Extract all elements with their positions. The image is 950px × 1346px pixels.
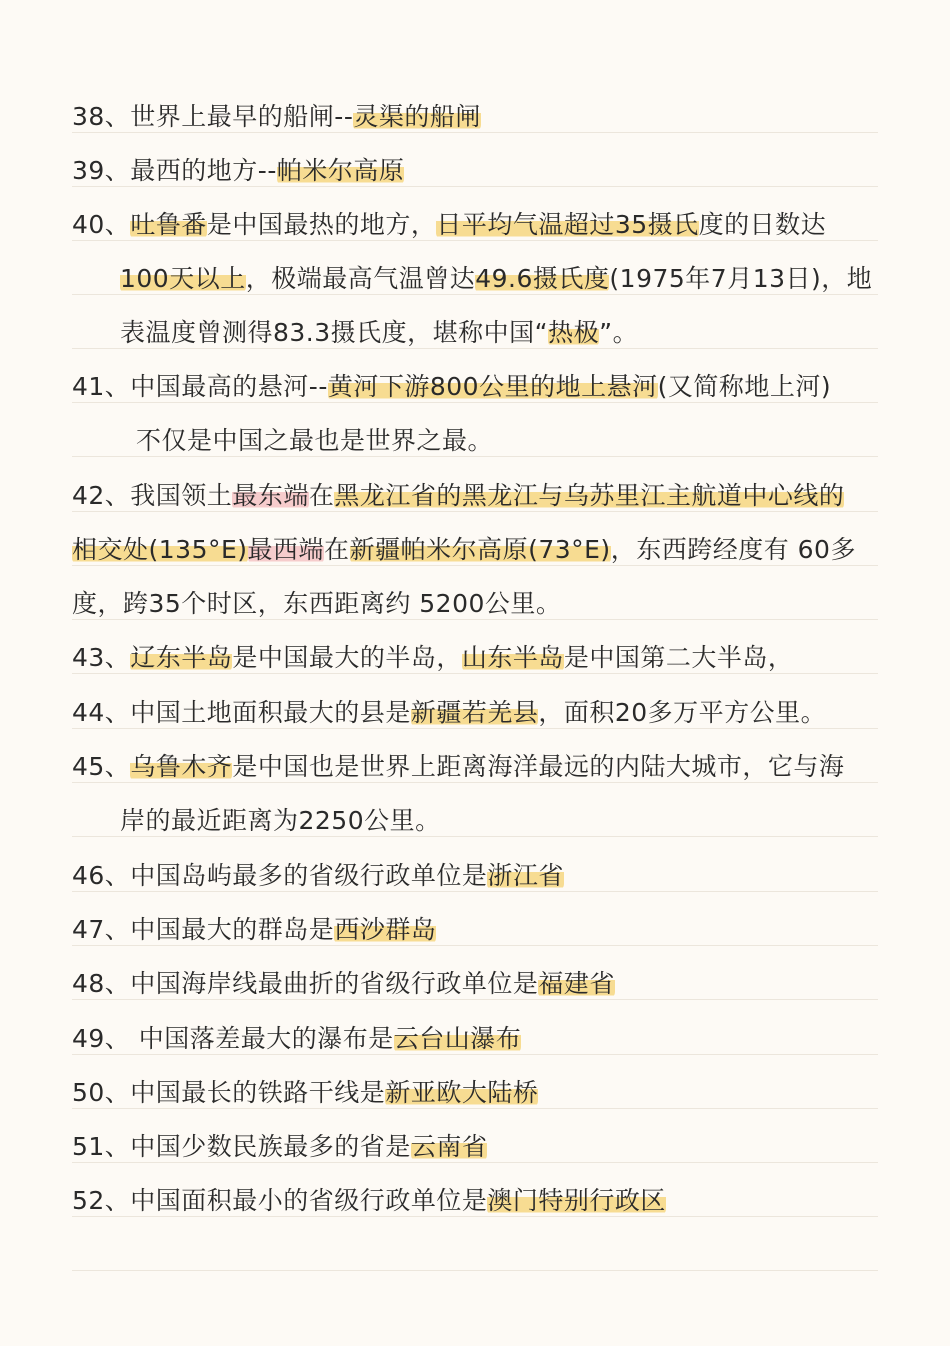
highlighted-text: 辽东半岛 xyxy=(130,643,233,672)
note-text: 度，跨35个时区，东西距离约 5200公里。 xyxy=(72,589,562,618)
note-text: 是中国最大的半岛， xyxy=(232,643,462,672)
highlighted-text: 澳门特别行政区 xyxy=(487,1186,666,1215)
note-text: 在 xyxy=(324,535,350,564)
highlighted-text: 浙江省 xyxy=(487,861,564,890)
note-text: 在 xyxy=(308,481,335,510)
note-text: 42、我国领土 xyxy=(72,481,233,510)
note-text: 51、中国少数民族最多的省是 xyxy=(72,1132,411,1161)
note-line-39 xyxy=(72,154,404,188)
note-line-42-cont xyxy=(72,533,856,567)
highlighted-text: 新疆帕米尔高原(73°E) xyxy=(349,535,611,564)
highlighted-text: 黑龙江省的黑龙江与乌苏里江主航道中心线的 xyxy=(334,481,845,510)
note-line-40-cont xyxy=(120,316,638,350)
highlighted-text: 黄河下游800公里的地上悬河 xyxy=(327,372,658,401)
note-text: 47、中国最大的群岛是 xyxy=(72,915,335,944)
highlighted-text: 热极 xyxy=(548,318,600,347)
note-text: ，极端最高气温曾达 xyxy=(245,264,476,293)
note-line-50 xyxy=(72,1076,538,1110)
note-text: 40、 xyxy=(72,210,131,239)
note-text: 是中国最热的地方， xyxy=(206,210,437,239)
note-text: 49、 中国落差最大的瀑布是 xyxy=(72,1024,394,1053)
highlighted-text: 100天以上 xyxy=(120,264,246,293)
note-text: 44、中国土地面积最大的县是 xyxy=(72,698,411,727)
note-text: 41、中国最高的悬河-- xyxy=(72,372,328,401)
note-line-43 xyxy=(72,641,793,675)
note-text: 度的日数达 xyxy=(698,210,827,239)
rule-line xyxy=(72,1270,878,1271)
highlighted-text: 灵渠的船闸 xyxy=(353,102,481,131)
note-line-38 xyxy=(72,100,481,134)
note-text: 是中国第二大半岛， xyxy=(563,643,794,672)
highlighted-text: 云南省 xyxy=(410,1132,488,1161)
highlighted-text: 新亚欧大陆桥 xyxy=(385,1078,539,1107)
highlighted-text: 吐鲁番 xyxy=(130,210,207,239)
note-line-46 xyxy=(72,859,564,893)
note-text: 不仅是中国之最也是世界之最。 xyxy=(136,426,494,455)
note-text: 表温度曾测得83.3摄氏度，堪称中国“ xyxy=(120,318,549,347)
note-line-51 xyxy=(72,1130,487,1164)
highlighted-text: 相交处(135°E) xyxy=(72,535,248,564)
highlighted-text: 最西端 xyxy=(247,535,325,564)
note-line-40-cont xyxy=(120,262,872,296)
note-line-49 xyxy=(72,1022,521,1056)
highlighted-text: 西沙群岛 xyxy=(334,915,437,944)
note-text: (又简称地上河) xyxy=(657,372,832,401)
note-text: (1975年7月13日)，地 xyxy=(609,264,873,293)
highlighted-text: 山东半岛 xyxy=(461,643,564,672)
note-text: 是中国也是世界上距离海洋最远的内陆大城市，它与海 xyxy=(232,752,845,781)
note-text: 48、中国海岸线最曲折的省级行政单位是 xyxy=(72,969,539,998)
note-line-52 xyxy=(72,1184,666,1218)
note-line-41 xyxy=(72,370,831,404)
highlighted-text: 乌鲁木齐 xyxy=(130,752,233,781)
note-text: 46、中国岛屿最多的省级行政单位是 xyxy=(72,861,488,890)
note-line-44 xyxy=(72,696,826,730)
note-line-41-cont xyxy=(136,424,493,458)
note-text: ，面积20多万平方公里。 xyxy=(538,698,827,727)
highlighted-text: 最东端 xyxy=(232,481,309,510)
note-text: 50、中国最长的铁路干线是 xyxy=(72,1078,386,1107)
note-line-47 xyxy=(72,913,436,947)
note-line-42 xyxy=(72,479,844,513)
note-line-48 xyxy=(72,967,615,1001)
note-line-45-cont xyxy=(120,804,441,838)
note-text: 45、 xyxy=(72,752,131,781)
note-line-42-cont xyxy=(72,587,561,621)
highlighted-text: 新疆若羌县 xyxy=(410,698,539,727)
note-text: 39、最西的地方-- xyxy=(72,156,277,185)
highlighted-text: 日平均气温超过35摄氏 xyxy=(436,210,699,239)
note-line-45 xyxy=(72,750,844,784)
highlighted-text: 帕米尔高原 xyxy=(276,156,405,185)
note-line-40 xyxy=(72,208,826,242)
highlighted-text: 云台山瀑布 xyxy=(393,1024,522,1053)
note-text: 38、世界上最早的船闸-- xyxy=(72,102,354,131)
note-text: 43、 xyxy=(72,643,131,672)
note-text: ”。 xyxy=(599,318,639,347)
note-text: 52、中国面积最小的省级行政单位是 xyxy=(72,1186,488,1215)
note-text: 岸的最近距离为2250公里。 xyxy=(120,806,441,835)
highlighted-text: 49.6摄氏度 xyxy=(475,264,610,293)
highlighted-text: 福建省 xyxy=(538,969,615,998)
note-text: ，东西跨经度有 60多 xyxy=(610,535,856,564)
